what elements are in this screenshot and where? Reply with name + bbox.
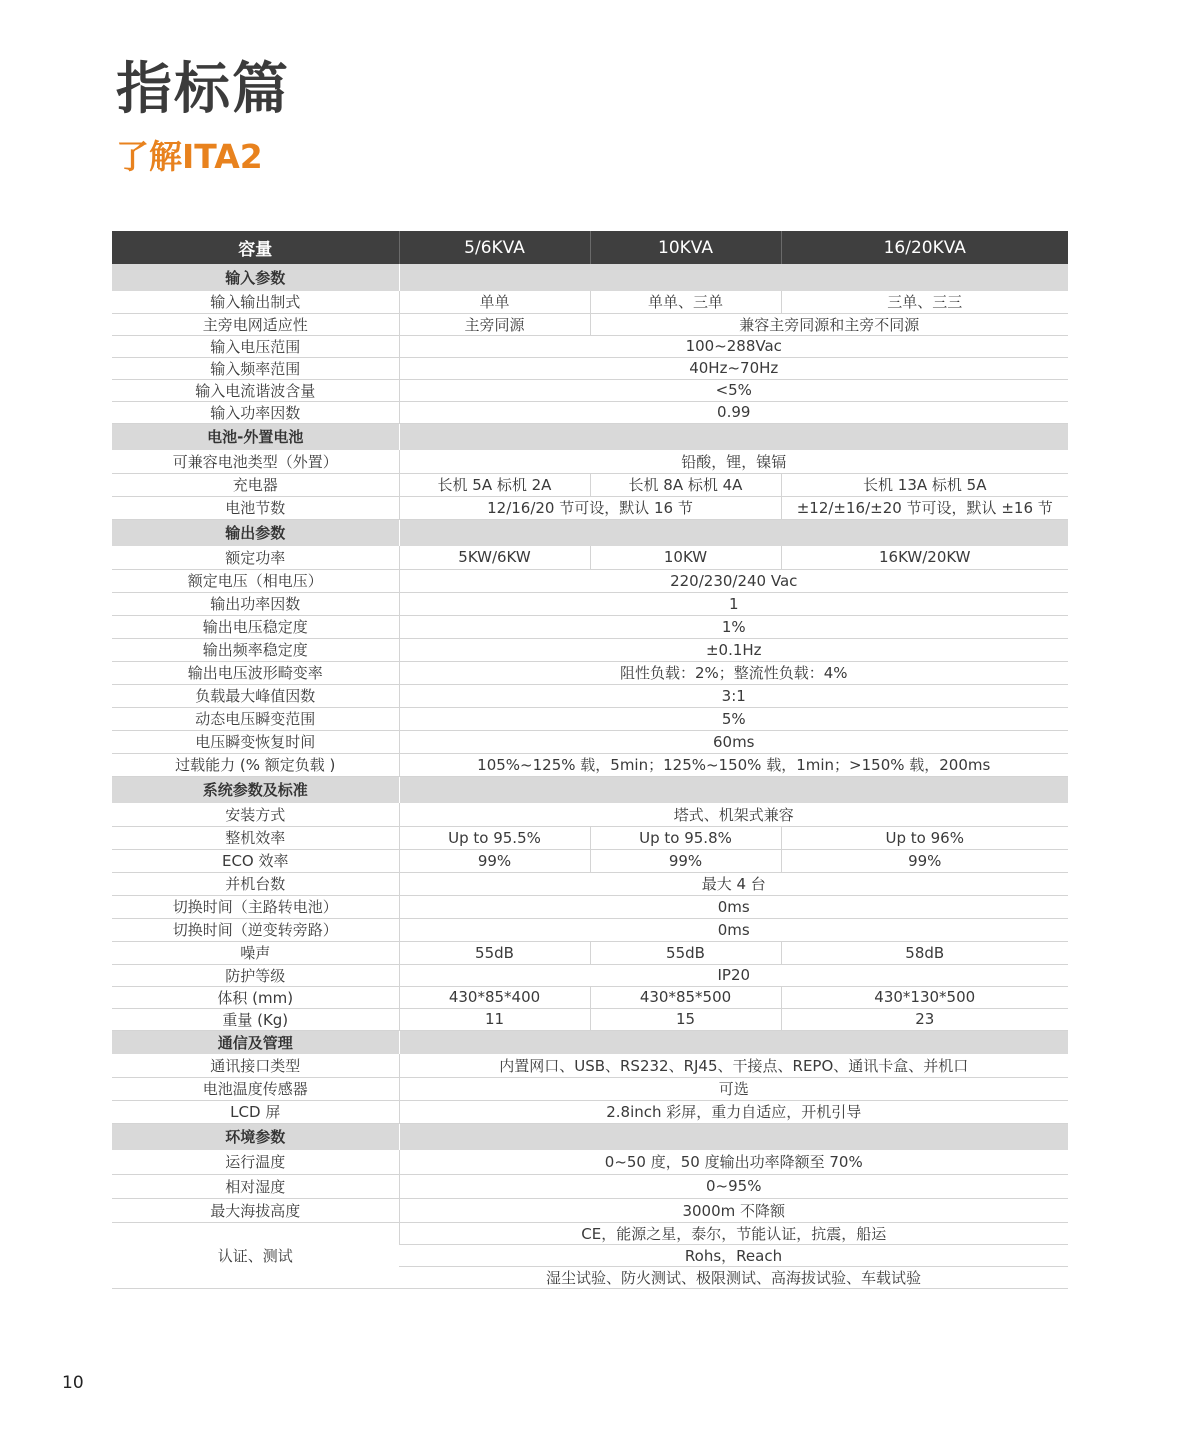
table-row <box>112 872 1068 895</box>
table-row <box>112 1100 1068 1123</box>
table-row <box>112 1150 1068 1174</box>
section-title: 通信及管理 <box>112 1030 399 1054</box>
table-row <box>112 592 1068 615</box>
cell-value: CE，能源之星，泰尔，节能认证，抗震，船运 <box>399 1222 1068 1244</box>
cell-value: 430*85*500 <box>590 986 781 1008</box>
cell-value: 430*130*500 <box>781 986 1068 1008</box>
table-row <box>112 753 1068 776</box>
page-number: 10 <box>62 1373 84 1393</box>
cell-value: 阻性负载：2%；整流性负载：4% <box>399 661 1068 684</box>
row-label: 可兼容电池类型（外置） <box>112 450 399 473</box>
cell-value: ±12/±16/±20 节可设，默认 ±16 节 <box>781 496 1068 519</box>
cell-value: 430*85*400 <box>399 986 590 1008</box>
table-row <box>112 638 1068 661</box>
cell-value: 58dB <box>781 941 1068 964</box>
cell-value: 16KW/20KW <box>781 546 1068 569</box>
row-label: 并机台数 <box>112 872 399 895</box>
table-row <box>112 615 1068 638</box>
cell-value: 12/16/20 节可设，默认 16 节 <box>399 496 781 519</box>
table-row <box>112 450 1068 473</box>
cell-value: 铅酸，锂，镍镉 <box>399 450 1068 473</box>
section-row <box>112 423 1068 450</box>
cell-value: ±0.1Hz <box>399 638 1068 661</box>
cell-value: 23 <box>781 1008 1068 1030</box>
row-label: LCD 屏 <box>112 1100 399 1123</box>
cell-value: 0.99 <box>399 401 1068 423</box>
table-row <box>112 1198 1068 1222</box>
cell-value: 1% <box>399 615 1068 638</box>
cell-value: 105%~125% 载，5min；125%~150% 载，1min；>150% 载，200ms <box>399 753 1068 776</box>
cell-value: 最大 4 台 <box>399 872 1068 895</box>
header-10kva: 10KVA <box>590 231 781 264</box>
table-row <box>112 569 1068 592</box>
cell-value: IP20 <box>399 964 1068 986</box>
row-label: 输入电流谐波含量 <box>112 379 399 401</box>
row-label: 电压瞬变恢复时间 <box>112 730 399 753</box>
table-row <box>112 707 1068 730</box>
table-row <box>112 986 1068 1008</box>
row-label: 相对湿度 <box>112 1174 399 1198</box>
table-row <box>112 1077 1068 1100</box>
row-label: 切换时间（主路转电池） <box>112 895 399 918</box>
cell-value: 3000m 不降额 <box>399 1198 1068 1222</box>
header-capacity: 容量 <box>112 231 399 264</box>
section-title: 环境参数 <box>112 1123 399 1150</box>
cell-value: 99% <box>781 849 1068 872</box>
table-row <box>112 730 1068 753</box>
cell-value: 220/230/240 Vac <box>399 569 1068 592</box>
section-title: 输出参数 <box>112 519 399 546</box>
row-label: 输入功率因数 <box>112 401 399 423</box>
cell-value: 三单、三三 <box>781 291 1068 313</box>
cell-value: 0~95% <box>399 1174 1068 1198</box>
cell-value: 长机 13A 标机 5A <box>781 473 1068 496</box>
section-row <box>112 519 1068 546</box>
row-label: 体积 (mm) <box>112 986 399 1008</box>
cell-value: 40Hz~70Hz <box>399 357 1068 379</box>
cell-value: 55dB <box>590 941 781 964</box>
table-row <box>112 291 1068 313</box>
section-title: 输入参数 <box>112 264 399 291</box>
table-row <box>112 473 1068 496</box>
cell-value: 15 <box>590 1008 781 1030</box>
row-label: 切换时间（逆变转旁路） <box>112 918 399 941</box>
cell-value: 单单、三单 <box>590 291 781 313</box>
row-label: 动态电压瞬变范围 <box>112 707 399 730</box>
table-row <box>112 496 1068 519</box>
cell-value: 60ms <box>399 730 1068 753</box>
cell-value: Rohs，Reach <box>399 1244 1068 1266</box>
row-label: 电池温度传感器 <box>112 1077 399 1100</box>
table-row <box>112 826 1068 849</box>
table-row <box>112 1222 1068 1244</box>
row-label: 整机效率 <box>112 826 399 849</box>
cell-value: 可选 <box>399 1077 1068 1100</box>
row-label: 通讯接口类型 <box>112 1054 399 1077</box>
cell-value: Up to 95.8% <box>590 826 781 849</box>
row-label: 防护等级 <box>112 964 399 986</box>
table-row <box>112 661 1068 684</box>
cell-value: <5% <box>399 379 1068 401</box>
table-row <box>112 313 1068 335</box>
cell-value: 单单 <box>399 291 590 313</box>
header-16-20kva: 16/20KVA <box>781 231 1068 264</box>
cell-value: 主旁同源 <box>399 313 590 335</box>
cell-value: 塔式、机架式兼容 <box>399 803 1068 826</box>
row-label: 输入输出制式 <box>112 291 399 313</box>
cell-value: 11 <box>399 1008 590 1030</box>
table-row <box>112 964 1068 986</box>
row-label: 主旁电网适应性 <box>112 313 399 335</box>
cell-value: 1 <box>399 592 1068 615</box>
cell-value: 长机 5A 标机 2A <box>399 473 590 496</box>
section-row <box>112 264 1068 291</box>
cell-value: 100~288Vac <box>399 335 1068 357</box>
cell-value: 2.8inch 彩屏，重力自适应，开机引导 <box>399 1100 1068 1123</box>
table-row <box>112 918 1068 941</box>
row-label: ECO 效率 <box>112 849 399 872</box>
spec-table <box>112 231 1068 1289</box>
row-label: 输出电压稳定度 <box>112 615 399 638</box>
table-row <box>112 401 1068 423</box>
cell-value: 长机 8A 标机 4A <box>590 473 781 496</box>
table-row <box>112 941 1068 964</box>
row-label: 重量 (Kg) <box>112 1008 399 1030</box>
row-label: 电池节数 <box>112 496 399 519</box>
row-label: 额定电压（相电压） <box>112 569 399 592</box>
row-label: 输出频率稳定度 <box>112 638 399 661</box>
cell-value: 5% <box>399 707 1068 730</box>
section-row <box>112 1030 1068 1054</box>
page-title: 指标篇 <box>116 57 290 122</box>
section-row <box>112 776 1068 803</box>
row-label: 输入电压范围 <box>112 335 399 357</box>
section-title: 电池-外置电池 <box>112 423 399 450</box>
cell-value: 99% <box>590 849 781 872</box>
header-5-6kva: 5/6KVA <box>399 231 590 264</box>
section-row <box>112 1123 1068 1150</box>
cell-value: 兼容主旁同源和主旁不同源 <box>590 313 1068 335</box>
row-label: 负载最大峰值因数 <box>112 684 399 707</box>
cell-value: 5KW/6KW <box>399 546 590 569</box>
table-row <box>112 849 1068 872</box>
row-label: 安装方式 <box>112 803 399 826</box>
cell-value: Up to 96% <box>781 826 1068 849</box>
cell-value: Up to 95.5% <box>399 826 590 849</box>
table-row <box>112 1008 1068 1030</box>
cell-value: 0ms <box>399 918 1068 941</box>
table-row <box>112 684 1068 707</box>
row-label: 输入频率范围 <box>112 357 399 379</box>
row-label: 最大海拔高度 <box>112 1198 399 1222</box>
row-label: 充电器 <box>112 473 399 496</box>
table-row <box>112 1054 1068 1077</box>
row-label: 认证、测试 <box>112 1222 399 1288</box>
table-row <box>112 546 1068 569</box>
cell-value: 3:1 <box>399 684 1068 707</box>
cell-value: 0~50 度，50 度输出功率降额至 70% <box>399 1150 1068 1174</box>
table-row <box>112 357 1068 379</box>
row-label: 过载能力 (% 额定负载 ) <box>112 753 399 776</box>
cell-value: 0ms <box>399 895 1068 918</box>
table-row <box>112 895 1068 918</box>
cell-value: 湿尘试验、防火测试、极限测试、高海拔试验、车载试验 <box>399 1266 1068 1288</box>
table-row <box>112 1174 1068 1198</box>
cell-value: 10KW <box>590 546 781 569</box>
cell-value: 99% <box>399 849 590 872</box>
section-title: 系统参数及标准 <box>112 776 399 803</box>
table-row <box>112 803 1068 826</box>
row-label: 额定功率 <box>112 546 399 569</box>
row-label: 运行温度 <box>112 1150 399 1174</box>
table-row <box>112 335 1068 357</box>
row-label: 输出电压波形畸变率 <box>112 661 399 684</box>
cell-value: 55dB <box>399 941 590 964</box>
row-label: 输出功率因数 <box>112 592 399 615</box>
table-row <box>112 379 1068 401</box>
page-subtitle: 了解ITA2 <box>116 137 263 176</box>
cell-value: 内置网口、USB、RS232、RJ45、干接点、REPO、通讯卡盒、并机口 <box>399 1054 1068 1077</box>
table-header-row <box>112 231 1068 264</box>
row-label: 噪声 <box>112 941 399 964</box>
